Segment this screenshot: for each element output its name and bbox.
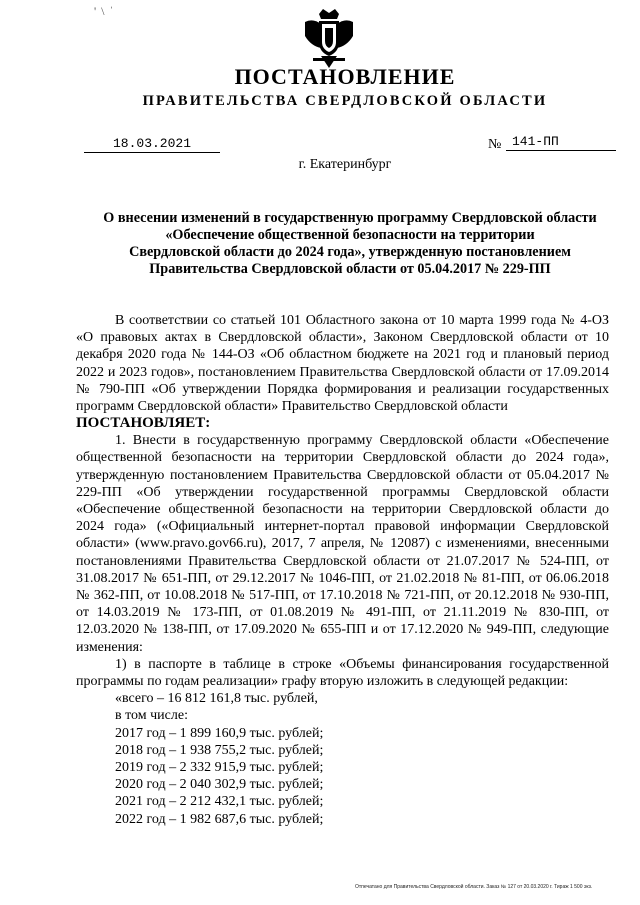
heading-line: О внесении изменений в государственную программу Свердловской области bbox=[103, 210, 597, 226]
financing-year: 2022 год – 1 982 687,6 тыс. рублей; bbox=[115, 811, 324, 827]
print-footer: Отпечатано для Правительства Свердловской области. Заказ № 127 от 20.03.2020 г. Тираж 1 500 экз. bbox=[355, 884, 593, 890]
heading-line: «Обеспечение общественной безопасности на территории bbox=[165, 227, 535, 243]
number-sign: № bbox=[488, 137, 502, 152]
financing-year: 2019 год – 2 332 915,9 тыс. рублей; bbox=[115, 760, 324, 776]
document-number: 141-ПП bbox=[506, 134, 616, 151]
sub-item-1-paragraph: 1) в паспорте в таблице в строке «Объемы финансирования государственной программы по годам реализации» графу вторую изложить в следующей редакции: bbox=[76, 656, 609, 690]
preamble-paragraph: В соответствии со статьей 101 Областного закона от 10 марта 1999 года № 4-ОЗ «О правовых актах в Свердловской области», Законом Свердловской области от 10 декабря 2020 года № 144-ОЗ «Об областном бюджете на 2021 год и плановый период 2022 и 2023 годов», постановлением Правительства Свердловской области от 17.09.2014 № 790-ПП «Об утверждении Порядка формирования и реализации государственных программ Свердловской области» Правительство Свердловской области bbox=[76, 313, 609, 415]
heading-line: Правительства Свердловской области от 05.04.2017 № 229-ПП bbox=[149, 261, 551, 277]
city: г. Екатеринбург bbox=[298, 157, 392, 172]
financing-year: 2017 год – 1 899 160,9 тыс. рублей; bbox=[115, 725, 324, 741]
financing-year: 2021 год – 2 212 432,1 тыс. рублей; bbox=[115, 794, 324, 810]
financing-year: 2020 год – 2 040 302,9 тыс. рублей; bbox=[115, 777, 324, 793]
financing-total: «всего – 16 812 161,8 тыс. рублей, bbox=[115, 691, 318, 707]
scan-mark: ' \ ˈ bbox=[94, 4, 115, 18]
coat-of-arms-icon bbox=[303, 8, 355, 70]
financing-including: в том числе: bbox=[115, 708, 188, 724]
document-body bbox=[76, 312, 609, 828]
heading-line: Свердловской области до 2024 года», утвержденную постановлением bbox=[129, 244, 571, 260]
issuer-subtitle: ПРАВИТЕЛЬСТВА СВЕРДЛОВСКОЙ ОБЛАСТИ bbox=[142, 93, 548, 109]
document-heading bbox=[70, 210, 630, 278]
decree-heading: ПОСТАНОВЛЯЕТ: bbox=[76, 415, 211, 432]
document-type-title: ПОСТАНОВЛЕНИЕ bbox=[234, 64, 456, 89]
item-1-paragraph: 1. Внести в государственную программу Свердловской области «Обеспечение общественной безопасности на территории Свердловской области до 2024 года», утвержденную постановлением Правительства Свердловской области от 05.04.2017 № 229-ПП «Об утверждении государственной программы Свердловской области «Обеспечение общественной безопасности на территории Свердловской области до 2024 года» («Официальный интернет-портал правовой информации Свердловской области» (www.pravo.gov66.ru), 2017, 7 апреля, № 12087) с изменениями, внесенными постановлениями Правительства Свердловской области от 21.07.2017 № 524-ПП, от 31.08.2017 № 651-ПП, от 29.12.2017 № 1046-ПП, от 21.02.2018 № 81-ПП, от 06.06.2018 № 362-ПП, от 10.08.2018 № 517-ПП, от 17.10.2018 № 721-ПП, от 20.12.2018 № 930-ПП, от 14.03.2019 № 173-ПП, от 01.08.2019 № 491-ПП, от 21.11.2019 № 830-ПП, от 12.03.2020 № 138-ПП, от 17.09.2020 № 655-ПП и от 17.12.2020 № 949-ПП, следующие изменения: bbox=[76, 433, 609, 655]
financing-year: 2018 год – 1 938 755,2 тыс. рублей; bbox=[115, 742, 324, 758]
document-date: 18.03.2021 bbox=[84, 136, 220, 153]
